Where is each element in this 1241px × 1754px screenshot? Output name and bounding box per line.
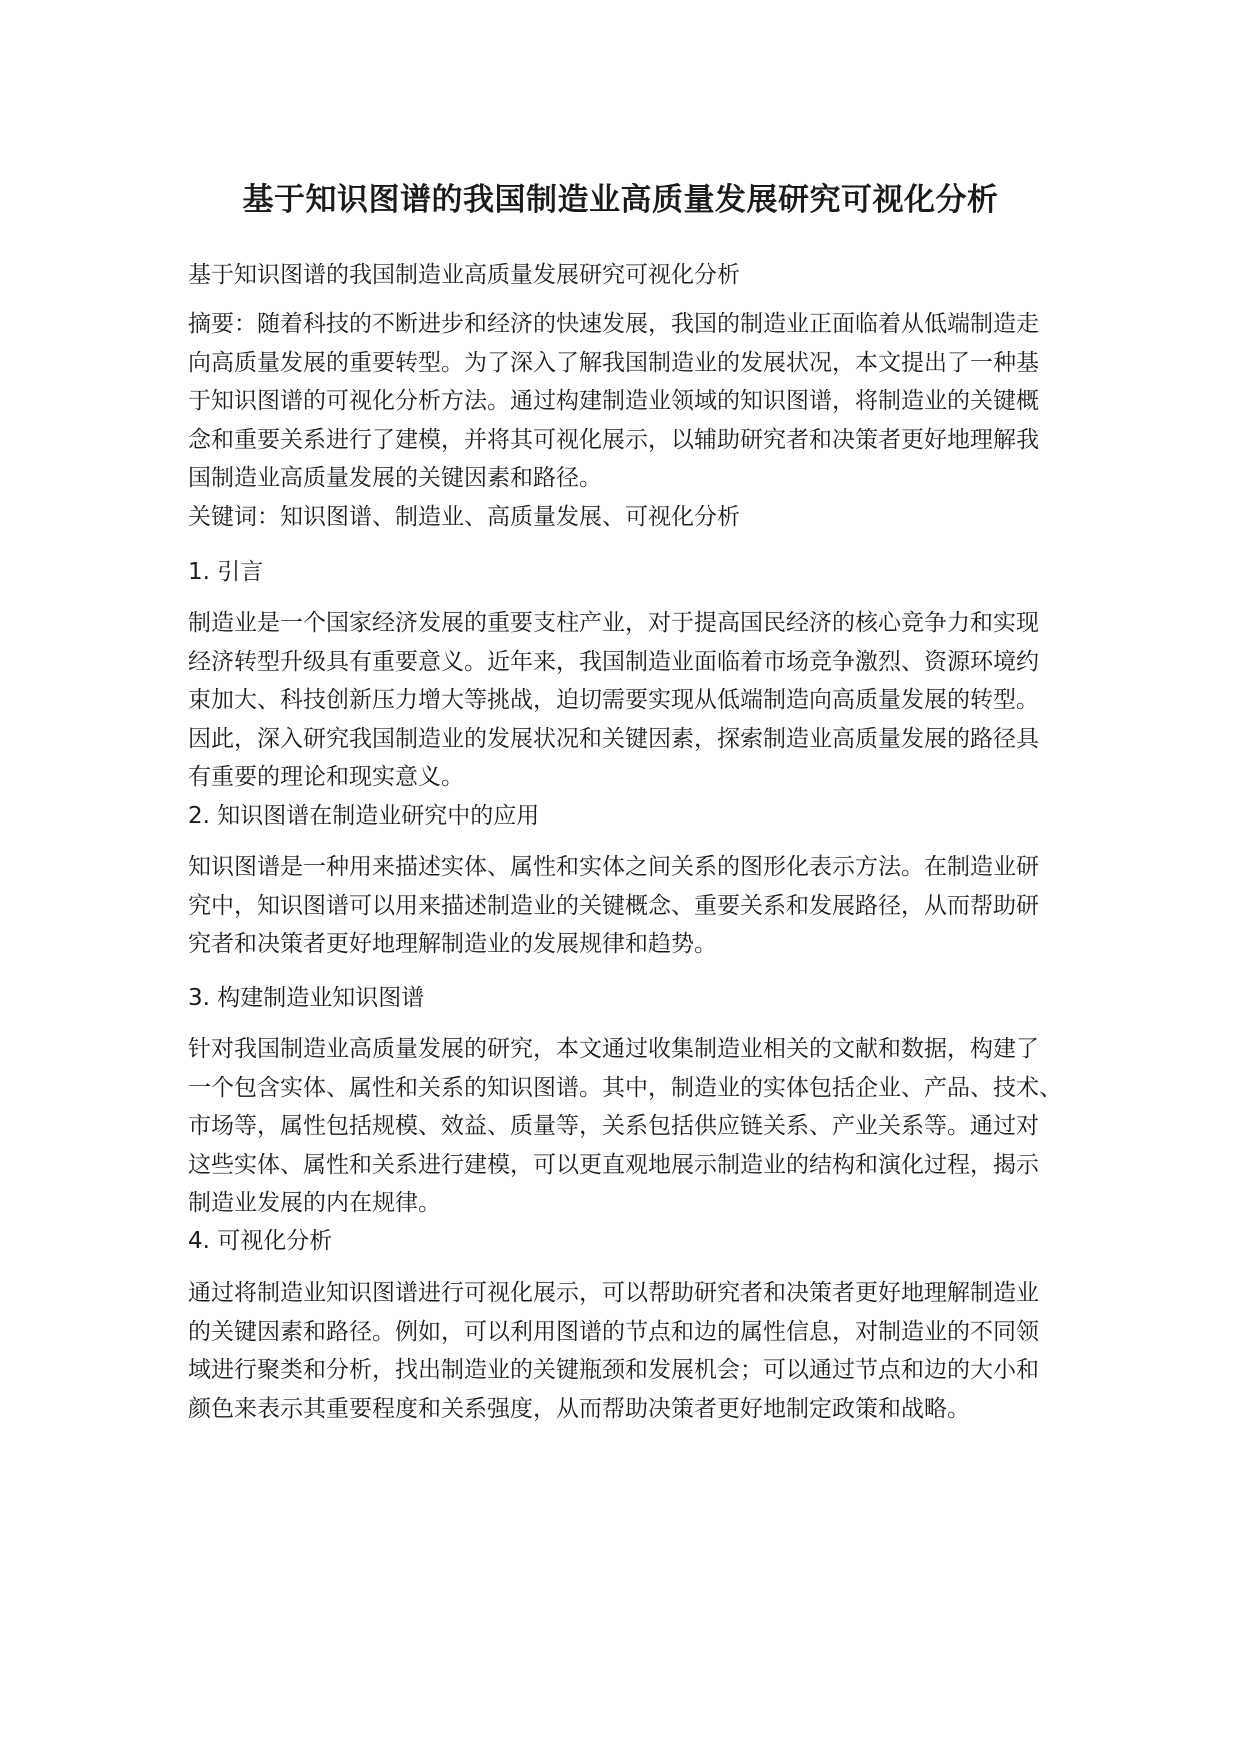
- document-title: 基于知识图谱的我国制造业高质量发展研究可视化分析: [242, 182, 999, 218]
- section-body-visualization: 通过将制造业知识图谱进行可视化展示，可以帮助研究者和决策者更好地理解制造业 的关键因素和路径。例如，可以利用图谱的节点和边的属性信息，对制造业的不同领 域进行聚类和分析，找出制造业的关键瓶颈和发展机会；可以通过节点和边的大小和 颜色来表示其重要程度和关系强度，从而帮助决策者更好地制定政策和战略。: [188, 1280, 1039, 1422]
- abstract-paragraph: 摘要：随着科技的不断进步和经济的快速发展，我国的制造业正面临着从低端制造走 向高质量发展的重要转型。为了深入了解我国制造业的发展状况，本文提出了一种基 于知识图谱的可视化分析方法。通过构建制造业领域的知识图谱，将制造业的关键概 念和重要关系进行了建模，并将其可视化展示，以辅助研究者和决策者更好地理解我 国制造业高质量发展的关键因素和路径。: [188, 311, 1039, 491]
- section-heading-construction: 3. 构建制造业知识图谱: [188, 985, 425, 1011]
- document-subtitle: 基于知识图谱的我国制造业高质量发展研究可视化分析: [188, 262, 740, 288]
- section-body-application: 知识图谱是一种用来描述实体、属性和实体之间关系的图形化表示方法。在制造业研 究中，知识图谱可以用来描述制造业的关键概念、重要关系和发展路径，从而帮助研 究者和决策者更好地理解制造业的发展规律和趋势。: [188, 854, 1039, 957]
- section-heading-application: 2. 知识图谱在制造业研究中的应用: [188, 803, 540, 829]
- section-body-construction: 针对我国制造业高质量发展的研究，本文通过收集制造业相关的文献和数据，构建了 一个包含实体、属性和关系的知识图谱。其中，制造业的实体包括企业、产品、技术、 市场等，属性包括规模、效益、质量等，关系包括供应链关系、产业关系等。通过对 这些实体、属性和关系进行建模，可以更直观地展示制造业的结构和演化过程，揭示 制造业发展的内在规律。: [188, 1036, 1062, 1216]
- section-heading-introduction: 1. 引言: [188, 559, 264, 585]
- section-body-introduction: 制造业是一个国家经济发展的重要支柱产业，对于提高国民经济的核心竞争力和实现 经济转型升级具有重要意义。近年来，我国制造业面临着市场竞争激烈、资源环境约 束加大、科技创新压力增大等挑战，迫切需要实现从低端制造向高质量发展的转型。 因此，深入研究我国制造业的发展状况和关键因素，探索制造业高质量发展的路径具 有重要的理论和现实意义。: [188, 610, 1039, 790]
- keywords-line: 关键词：知识图谱、制造业、高质量发展、可视化分析: [188, 504, 740, 530]
- section-heading-visualization: 4. 可视化分析: [188, 1228, 333, 1254]
